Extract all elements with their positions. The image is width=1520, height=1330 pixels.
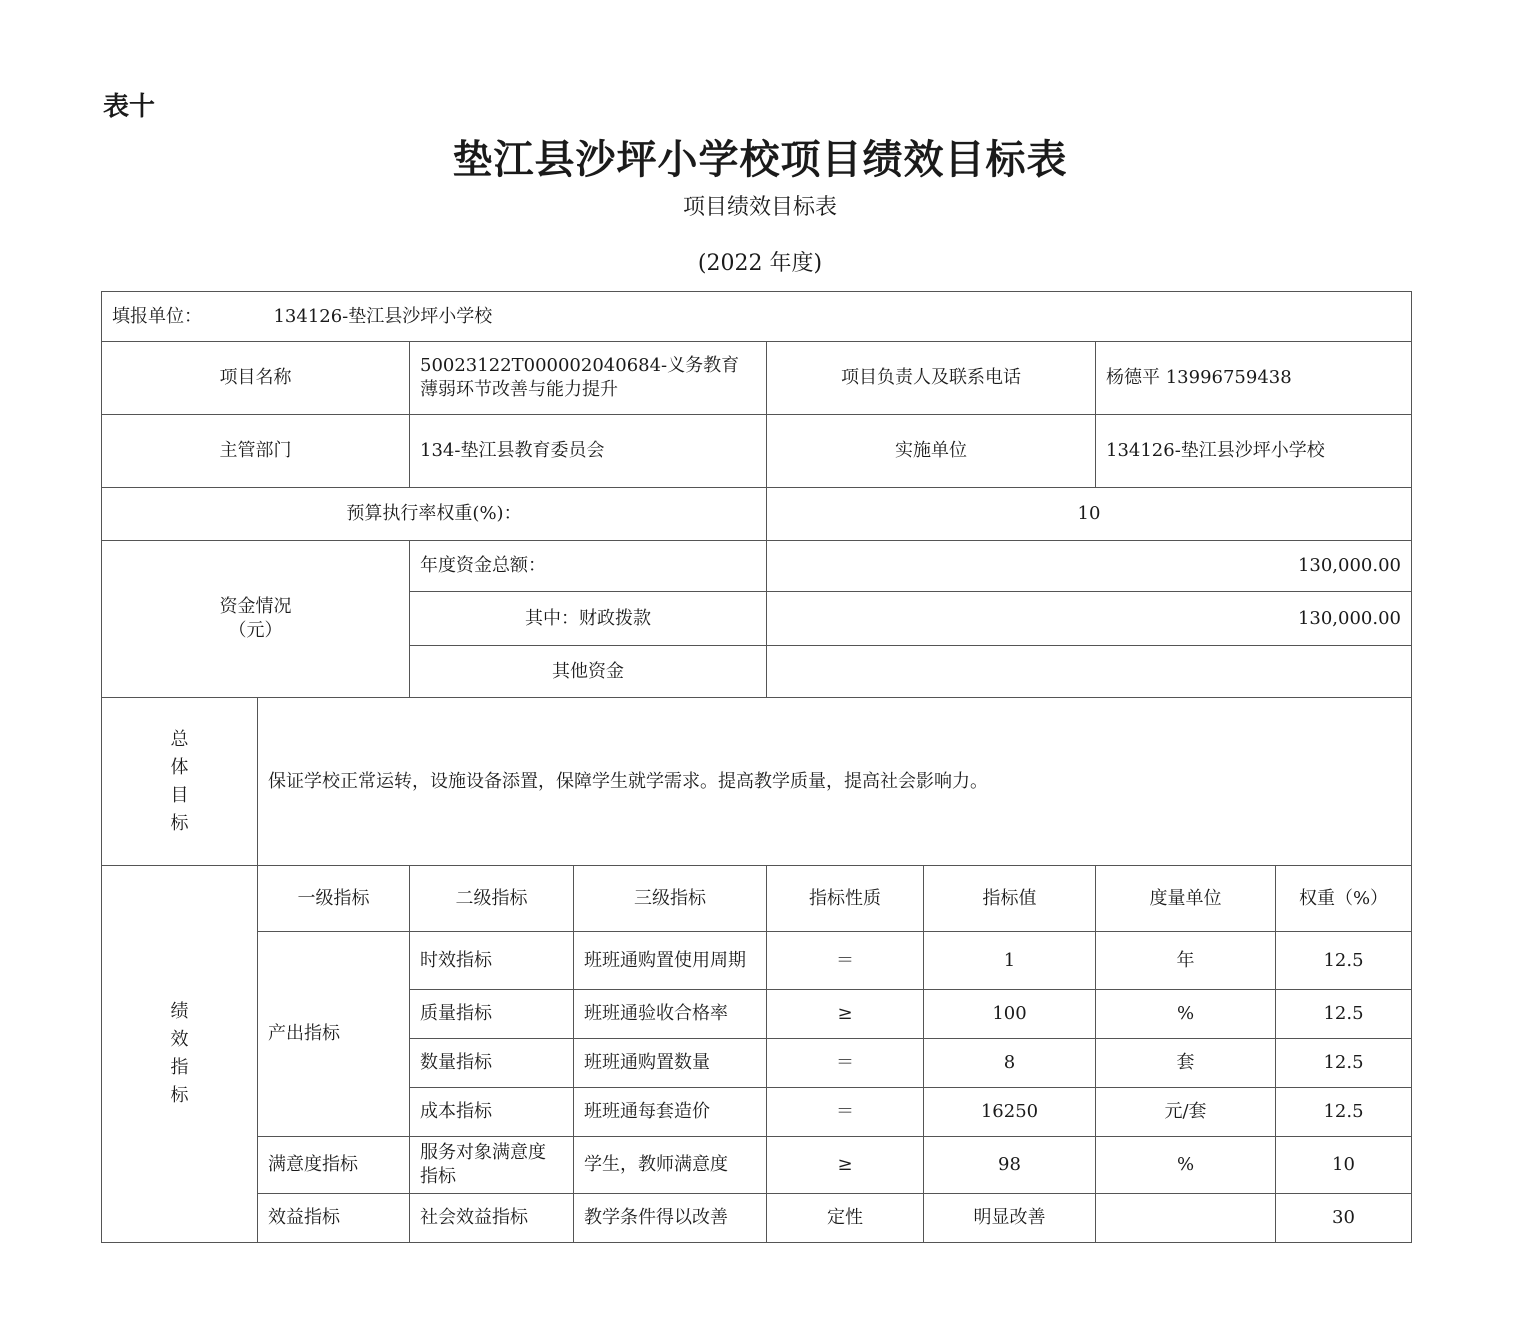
- impl-label: 实施单位: [767, 415, 1096, 488]
- value-cell: 100: [924, 990, 1096, 1039]
- value-cell: 8: [924, 1039, 1096, 1088]
- goal-char: 标: [170, 812, 189, 834]
- unit-cell: 套: [1096, 1039, 1276, 1088]
- level3-cell: 教学条件得以改善: [574, 1194, 767, 1243]
- output-indicator-label: 产出指标: [258, 932, 410, 1137]
- overall-goal-row: [102, 698, 1412, 866]
- goal-char: 体: [170, 756, 189, 778]
- header-level1: 一级指标: [258, 866, 410, 932]
- header-unit: 度量单位: [1096, 866, 1276, 932]
- perf-char: 指: [170, 1057, 189, 1078]
- nature-cell: ≥: [767, 990, 924, 1039]
- indicator-header-row: [102, 866, 1412, 932]
- budget-weight-value: 10: [767, 488, 1412, 541]
- level2-cell: 服务对象满意度指标: [410, 1137, 574, 1194]
- unit-cell: 年: [1096, 932, 1276, 990]
- project-name-value: 50023122T000002040684-义务教育薄弱环节改善与能力提升: [410, 342, 767, 415]
- unit-cell: %: [1096, 990, 1276, 1039]
- funds-label-line1: 资金情况: [219, 596, 292, 617]
- fiscal-value: 130,000.00: [767, 592, 1412, 646]
- fiscal-label: 其中：财政拨款: [410, 592, 767, 646]
- perf-char: 标: [170, 1085, 189, 1106]
- goal-char: 目: [170, 784, 189, 806]
- funds-row-total: [102, 541, 1412, 592]
- unit-row: [102, 292, 1412, 342]
- contact-value: 杨德平 13996759438: [1096, 342, 1412, 415]
- overall-goal-value: 保证学校正常运转，设施设备添置，保障学生就学需求。提高教学质量，提高社会影响力。: [258, 698, 1412, 866]
- project-row: [102, 342, 1412, 415]
- unit-cell: 元/套: [1096, 1088, 1276, 1137]
- header-level2: 二级指标: [410, 866, 574, 932]
- goal-char: 总: [170, 728, 189, 750]
- unit-cell: %: [1096, 1137, 1276, 1194]
- weight-cell: 12.5: [1276, 990, 1412, 1039]
- page-subtitle: 项目绩效目标表: [682, 195, 837, 220]
- fiscal-year: (2022 年度): [697, 251, 823, 276]
- level1-cell: 效益指标: [258, 1194, 410, 1243]
- funds-label: [102, 541, 410, 698]
- unit-cell: [102, 292, 1412, 342]
- header-level3: 三级指标: [574, 866, 767, 932]
- table-row: [102, 1194, 1412, 1243]
- weight-cell: 30: [1276, 1194, 1412, 1243]
- value-cell: 1: [924, 932, 1096, 990]
- annual-total-value: 130,000.00: [767, 541, 1412, 592]
- value-cell: 98: [924, 1137, 1096, 1194]
- dept-label: 主管部门: [102, 415, 410, 488]
- page-title: 垫江县沙坪小学校项目绩效目标表: [452, 136, 1068, 183]
- budget-weight-row: [102, 488, 1412, 541]
- project-name-label: 项目名称: [102, 342, 410, 415]
- level2-cell: 质量指标: [410, 990, 574, 1039]
- header-weight: 权重（%）: [1276, 866, 1412, 932]
- perf-char: 效: [170, 1029, 189, 1050]
- contact-label: 项目负责人及联系电话: [767, 342, 1096, 415]
- value-cell: 明显改善: [924, 1194, 1096, 1243]
- weight-cell: 10: [1276, 1137, 1412, 1194]
- nature-cell: ＝: [767, 932, 924, 990]
- weight-cell: 12.5: [1276, 1039, 1412, 1088]
- level2-cell: 社会效益指标: [410, 1194, 574, 1243]
- nature-cell: ＝: [767, 1039, 924, 1088]
- header-nature: 指标性质: [767, 866, 924, 932]
- dept-row: [102, 415, 1412, 488]
- annual-total-label: 年度资金总额：: [410, 541, 767, 592]
- nature-cell: 定性: [767, 1194, 924, 1243]
- value-cell: 16250: [924, 1088, 1096, 1137]
- overall-goal-label: [102, 698, 258, 866]
- funds-label-line2: （元）: [228, 620, 283, 641]
- header-value: 指标值: [924, 866, 1096, 932]
- level3-cell: 班班通验收合格率: [574, 990, 767, 1039]
- level3-cell: 学生，教师满意度: [574, 1137, 767, 1194]
- nature-cell: ≥: [767, 1137, 924, 1194]
- budget-weight-label: 预算执行率权重(%)：: [102, 488, 767, 541]
- other-funds-value: [767, 646, 1412, 698]
- level3-cell: 班班通每套造价: [574, 1088, 767, 1137]
- impl-value: 134126-垫江县沙坪小学校: [1096, 415, 1412, 488]
- unit-value: 134126-垫江县沙坪小学校: [273, 305, 493, 327]
- dept-value: 134-垫江县教育委员会: [410, 415, 767, 488]
- weight-cell: 12.5: [1276, 932, 1412, 990]
- other-funds-label: 其他资金: [410, 646, 767, 698]
- table-row: [102, 932, 1412, 990]
- table-row: [102, 1137, 1412, 1194]
- level2-cell: 成本指标: [410, 1088, 574, 1137]
- level3-cell: 班班通购置数量: [574, 1039, 767, 1088]
- unit-label: 填报单位：: [112, 305, 202, 327]
- unit-cell: [1096, 1194, 1276, 1243]
- level1-cell: 满意度指标: [258, 1137, 410, 1194]
- table-number: 表十: [103, 92, 156, 122]
- level3-cell: 班班通购置使用周期: [574, 932, 767, 990]
- perf-char: 绩: [170, 1001, 189, 1022]
- nature-cell: ＝: [767, 1088, 924, 1137]
- level2-cell: 时效指标: [410, 932, 574, 990]
- weight-cell: 12.5: [1276, 1088, 1412, 1137]
- level2-cell: 数量指标: [410, 1039, 574, 1088]
- performance-target-table: [101, 291, 1412, 1243]
- performance-indicator-label: [102, 866, 258, 1243]
